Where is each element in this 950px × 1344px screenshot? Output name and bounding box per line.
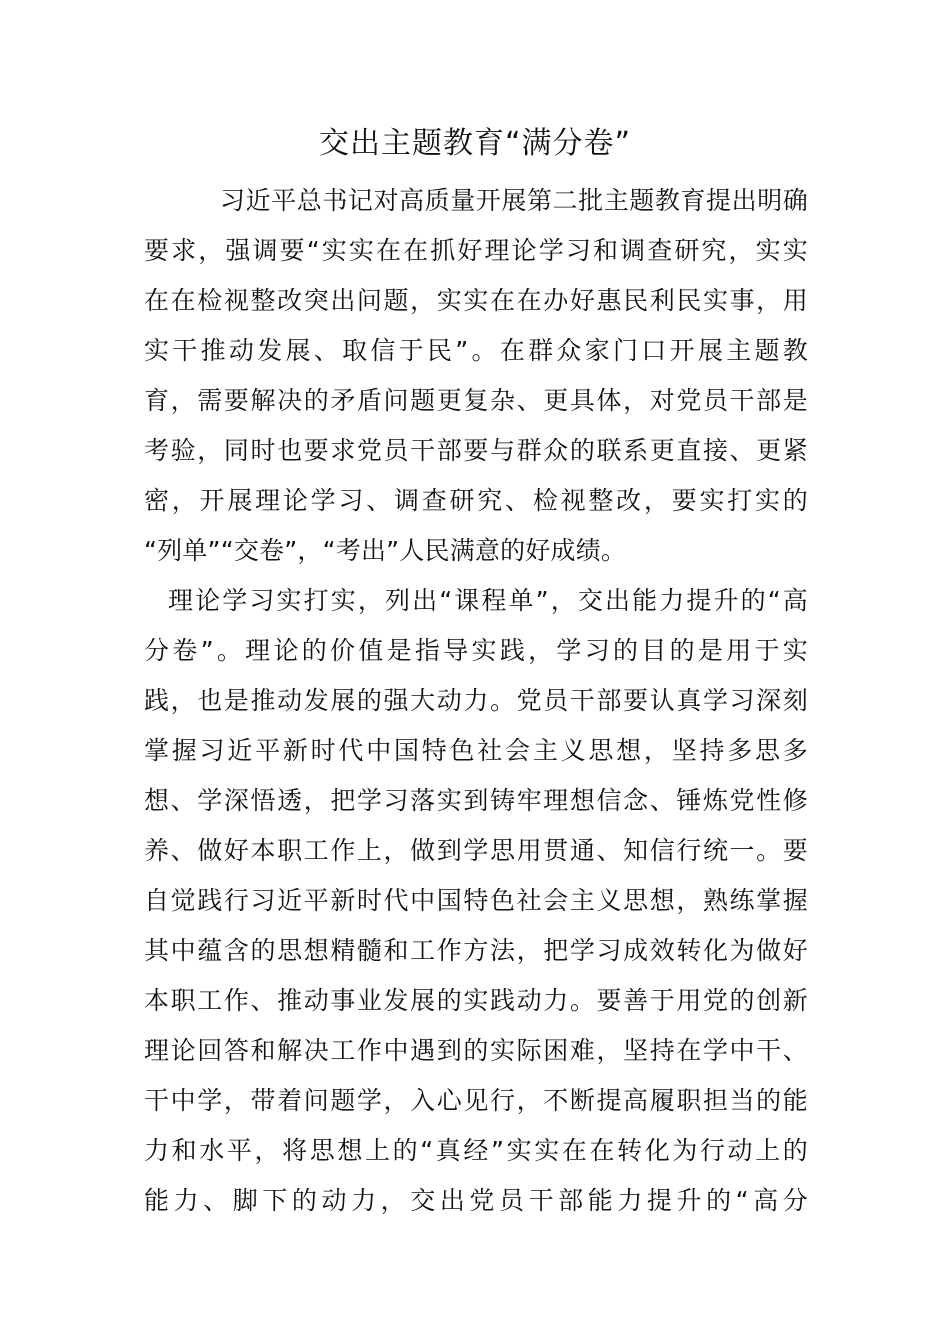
text-line: 在在检视整改突出问题，实实在在办好惠民利民实事，用 xyxy=(144,286,808,315)
text-line: 能力、脚下的动力，交出党员干部能力提升的“高分 xyxy=(144,1186,808,1215)
text-line: “列单”“交卷”，“考出”人民满意的好成绩。 xyxy=(144,536,627,565)
text-line: 理论回答和解决工作中遇到的实际困难，坚持在学中干、 xyxy=(144,1036,808,1065)
text-line: 养、做好本职工作上，做到学思用贯通、知信行统一。要 xyxy=(144,836,808,865)
paragraph-intro xyxy=(144,176,808,576)
text-line: 想、学深悟透，把学习落实到铸牢理想信念、锤炼党性修 xyxy=(144,786,808,815)
text-line: 践，也是推动发展的强大动力。党员干部要认真学习深刻 xyxy=(144,686,808,715)
text-line: 本职工作、推动事业发展的实践动力。要善于用党的创新 xyxy=(144,986,808,1015)
text-line: 力和水平，将思想上的“真经”实实在在转化为行动上的 xyxy=(144,1136,808,1165)
text-line: 要求，强调要“实实在在抓好理论学习和调查研究，实实 xyxy=(144,236,808,265)
text-line: 其中蕴含的思想精髓和工作方法，把学习成效转化为做好 xyxy=(144,936,808,965)
text-line: 育，需要解决的矛盾问题更复杂、更具体，对党员干部是 xyxy=(144,386,808,415)
text-line: 掌握习近平新时代中国特色社会主义思想，坚持多思多 xyxy=(144,736,808,765)
text-line: 理论学习实打实，列出“课程单”，交出能力提升的“高 xyxy=(168,586,808,615)
text-line: 密，开展理论学习、调查研究、检视整改，要实打实的 xyxy=(144,486,808,515)
text-line: 实干推动发展、取信于民”。在群众家门口开展主题教 xyxy=(144,336,808,365)
text-line: 自觉践行习近平新时代中国特色社会主义思想，熟练掌握 xyxy=(144,886,808,915)
paragraph-theory-study xyxy=(144,576,808,1226)
text-line: 干中学，带着问题学，入心见行，不断提高履职担当的能 xyxy=(144,1086,808,1115)
document-title: 交出主题教育“满分卷” xyxy=(318,126,632,161)
text-line: 考验，同时也要求党员干部要与群众的联系更直接、更紧 xyxy=(144,436,808,465)
document-body xyxy=(144,176,808,1226)
text-line: 分卷”。理论的价值是指导实践，学习的目的是用于实 xyxy=(144,636,808,665)
text-line: 习近平总书记对高质量开展第二批主题教育提出明确 xyxy=(220,186,808,215)
